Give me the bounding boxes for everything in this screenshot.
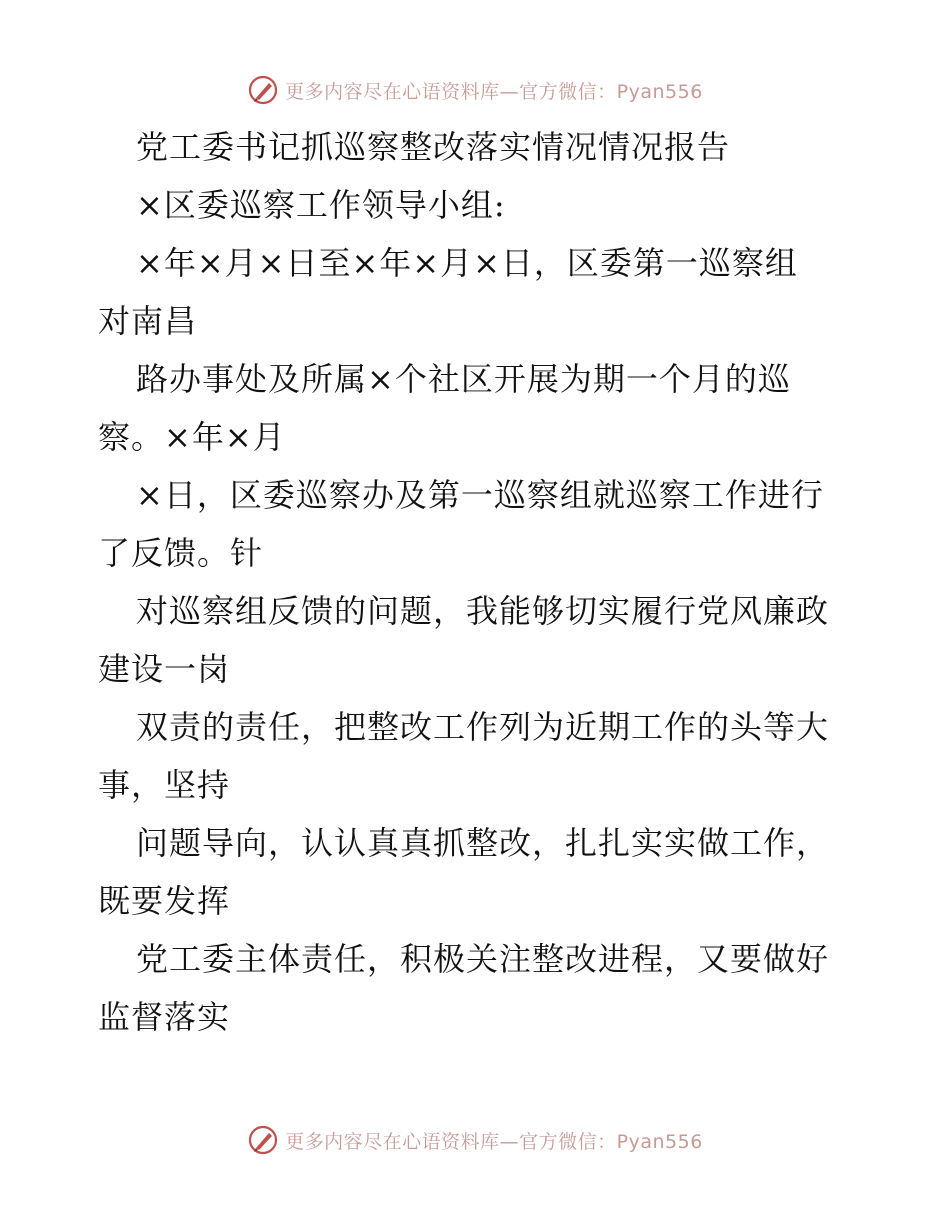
document-body (98, 118, 858, 1046)
quill-pen-logo-icon (247, 1124, 279, 1156)
document-title: 党工委书记抓巡察整改落实情况情况报告 (136, 128, 731, 166)
paragraph-line: 事，坚持 (98, 766, 231, 804)
paragraph-line: ×日，区委巡察办及第一巡察组就巡察工作进行 (136, 476, 824, 514)
watermark-text: 更多内容尽在心语资料库—官方微信：Pyan556 (285, 80, 703, 103)
paragraph-line: 监督落实 (98, 998, 231, 1036)
paragraph-line: 了反馈。针 (98, 534, 264, 572)
paragraph-line: 察。×年×月 (98, 418, 286, 456)
paragraph-line: ×区委巡察工作领导小组: (136, 186, 506, 224)
paragraph-line: 路办事处及所属×个社区开展为期一个月的巡 (136, 360, 791, 398)
paragraph-line: 对巡察组反馈的问题，我能够切实履行党风廉政 (136, 592, 830, 630)
footer-watermark (0, 1120, 950, 1160)
watermark-text: 更多内容尽在心语资料库—官方微信：Pyan556 (285, 1130, 703, 1153)
paragraph-line: 问题导向，认认真真抓整改，扎扎实实做工作， (136, 824, 830, 862)
paragraph-line: 党工委主体责任，积极关注整改进程，又要做好 (136, 940, 830, 978)
header-watermark (0, 70, 950, 110)
paragraph-line: 对南昌 (98, 302, 198, 340)
paragraph-line: 建设一岗 (98, 650, 231, 688)
paragraph-line: 既要发挥 (98, 882, 231, 920)
paragraph-line: ×年×月×日至×年×月×日，区委第一巡察组 (136, 244, 798, 282)
quill-pen-logo-icon (247, 74, 279, 106)
paragraph-line: 双责的责任，把整改工作列为近期工作的头等大 (136, 708, 830, 746)
